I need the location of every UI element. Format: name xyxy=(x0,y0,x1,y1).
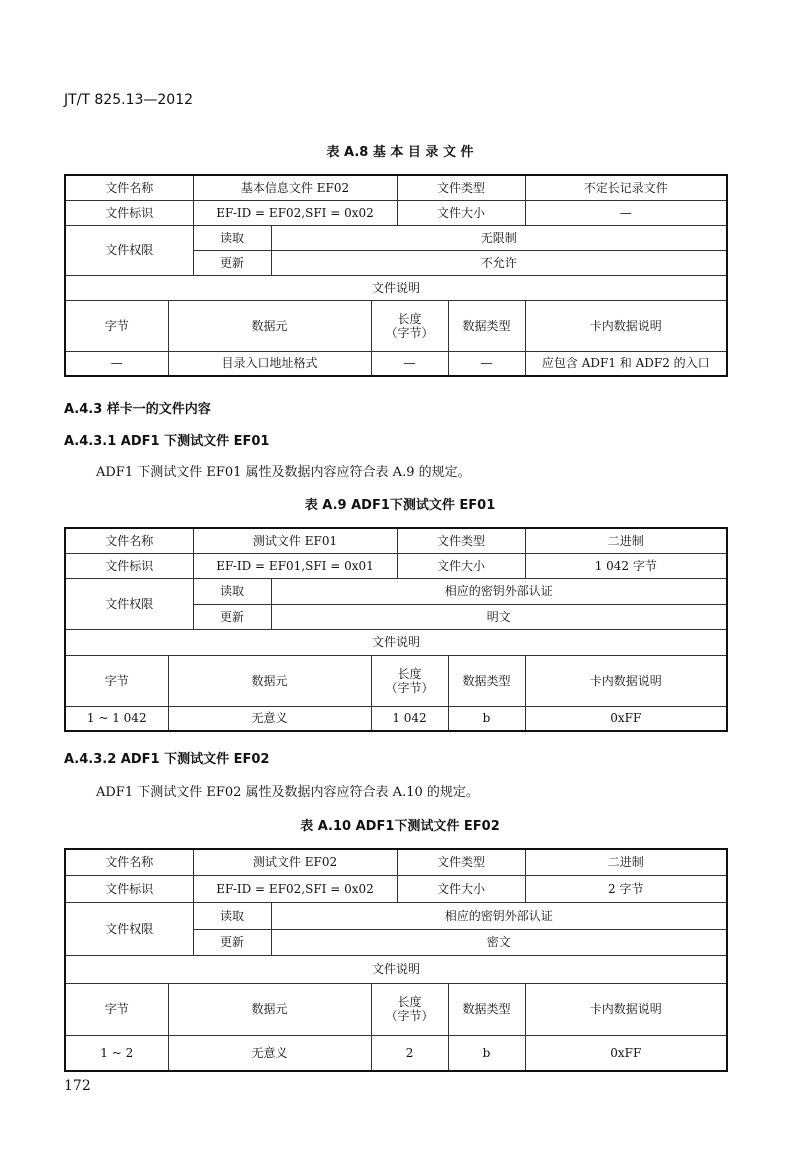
label-cell: 文件名称 xyxy=(65,175,193,200)
table-row xyxy=(65,300,727,351)
value-cell: 1 042 字节 xyxy=(525,553,727,578)
value-cell: 二进制 xyxy=(525,528,727,553)
column-header: 卡内数据说明 xyxy=(525,655,727,706)
page-number: 172 xyxy=(64,1078,91,1094)
value-cell: 不定长记录文件 xyxy=(525,175,727,200)
label-cell: 文件名称 xyxy=(65,849,193,875)
column-header: 长度 （字节） xyxy=(371,983,448,1035)
label-cell: 文件权限 xyxy=(65,902,193,955)
table-row xyxy=(65,875,727,902)
section-heading: A.4.3.2 ADF1 下测试文件 EF02 xyxy=(64,752,270,767)
section-cell: 文件说明 xyxy=(65,629,727,655)
label-cell: 文件大小 xyxy=(397,553,525,578)
data-cell: 1 042 xyxy=(371,706,448,731)
table-row xyxy=(65,655,727,706)
value-cell: 密文 xyxy=(271,929,727,955)
label-cell: 文件类型 xyxy=(397,175,525,200)
section-cell: 文件说明 xyxy=(65,955,727,983)
table-row xyxy=(65,983,727,1035)
section-cell: 文件说明 xyxy=(65,275,727,300)
value-cell: 不允许 xyxy=(271,250,727,275)
column-header: 字节 xyxy=(65,300,168,351)
value-cell: 明文 xyxy=(271,604,727,629)
value-cell: 测试文件 EF01 xyxy=(193,528,397,553)
label-cell: 更新 xyxy=(193,929,271,955)
table-row xyxy=(65,629,727,655)
file-attribute-table xyxy=(64,848,728,1072)
data-cell: 0xFF xyxy=(525,1035,727,1071)
label-cell: 文件类型 xyxy=(397,528,525,553)
file-attribute-table xyxy=(64,174,728,377)
label-cell: 读取 xyxy=(193,902,271,929)
table-row xyxy=(65,200,727,225)
value-cell: 二进制 xyxy=(525,849,727,875)
column-header: 字节 xyxy=(65,655,168,706)
label-cell: 更新 xyxy=(193,604,271,629)
label-cell: 读取 xyxy=(193,225,271,250)
table-row xyxy=(65,955,727,983)
label-cell: 文件大小 xyxy=(397,875,525,902)
value-cell: 2 字节 xyxy=(525,875,727,902)
column-header: 卡内数据说明 xyxy=(525,300,727,351)
table-row xyxy=(65,849,727,875)
data-cell: 2 xyxy=(371,1035,448,1071)
data-cell: 无意义 xyxy=(168,1035,371,1071)
label-cell: 文件标识 xyxy=(65,553,193,578)
data-cell: — xyxy=(65,351,168,376)
value-cell: 相应的密钥外部认证 xyxy=(271,902,727,929)
label-cell: 文件名称 xyxy=(65,528,193,553)
section-heading: A.4.3.1 ADF1 下测试文件 EF01 xyxy=(64,434,270,449)
data-cell: 0xFF xyxy=(525,706,727,731)
file-attribute-table xyxy=(64,527,728,732)
column-header: 数据类型 xyxy=(448,300,525,351)
value-cell: 基本信息文件 EF02 xyxy=(193,175,397,200)
label-cell: 文件权限 xyxy=(65,225,193,275)
paragraph: ADF1 下测试文件 EF02 属性及数据内容应符合表 A.10 的规定。 xyxy=(96,785,479,800)
value-cell: EF-ID = EF01,SFI = 0x01 xyxy=(193,553,397,578)
table-row xyxy=(65,528,727,553)
label-cell: 文件类型 xyxy=(397,849,525,875)
table-row xyxy=(65,902,727,929)
column-header: 数据类型 xyxy=(448,983,525,1035)
data-cell: — xyxy=(371,351,448,376)
data-cell: — xyxy=(448,351,525,376)
column-header: 字节 xyxy=(65,983,168,1035)
column-header: 卡内数据说明 xyxy=(525,983,727,1035)
table-row xyxy=(65,706,727,731)
table-row xyxy=(65,578,727,604)
value-cell: — xyxy=(525,200,727,225)
label-cell: 更新 xyxy=(193,250,271,275)
label-cell: 文件标识 xyxy=(65,200,193,225)
section-heading: A.4.3 样卡一的文件内容 xyxy=(64,402,211,417)
standard-header: JT/T 825.13—2012 xyxy=(64,92,194,108)
label-cell: 读取 xyxy=(193,578,271,604)
value-cell: EF-ID = EF02,SFI = 0x02 xyxy=(193,875,397,902)
table-row xyxy=(65,553,727,578)
label-cell: 文件大小 xyxy=(397,200,525,225)
table-caption: 表 A.10 ADF1下测试文件 EF02 xyxy=(300,819,500,834)
column-header: 数据元 xyxy=(168,983,371,1035)
data-cell: 1 ~ 1 042 xyxy=(65,706,168,731)
column-header: 数据类型 xyxy=(448,655,525,706)
column-header: 数据元 xyxy=(168,655,371,706)
table-row xyxy=(65,275,727,300)
value-cell: 测试文件 EF02 xyxy=(193,849,397,875)
table-row xyxy=(65,351,727,376)
label-cell: 文件权限 xyxy=(65,578,193,629)
column-header: 长度 （字节） xyxy=(371,655,448,706)
column-header: 数据元 xyxy=(168,300,371,351)
table-caption: 表 A.9 ADF1下测试文件 EF01 xyxy=(304,498,496,513)
data-cell: 无意义 xyxy=(168,706,371,731)
value-cell: 相应的密钥外部认证 xyxy=(271,578,727,604)
table-row xyxy=(65,175,727,200)
data-cell: b xyxy=(448,706,525,731)
column-header: 长度 （字节） xyxy=(371,300,448,351)
table-row xyxy=(65,1035,727,1071)
data-cell: 目录入口地址格式 xyxy=(168,351,371,376)
value-cell: EF-ID = EF02,SFI = 0x02 xyxy=(193,200,397,225)
data-cell: 1 ~ 2 xyxy=(65,1035,168,1071)
table-row xyxy=(65,225,727,250)
data-cell: 应包含 ADF1 和 ADF2 的入口 xyxy=(525,351,727,376)
value-cell: 无限制 xyxy=(271,225,727,250)
data-cell: b xyxy=(448,1035,525,1071)
label-cell: 文件标识 xyxy=(65,875,193,902)
paragraph: ADF1 下测试文件 EF01 属性及数据内容应符合表 A.9 的规定。 xyxy=(96,465,471,480)
table-caption: 表 A.8 基 本 目 录 文 件 xyxy=(326,145,474,160)
